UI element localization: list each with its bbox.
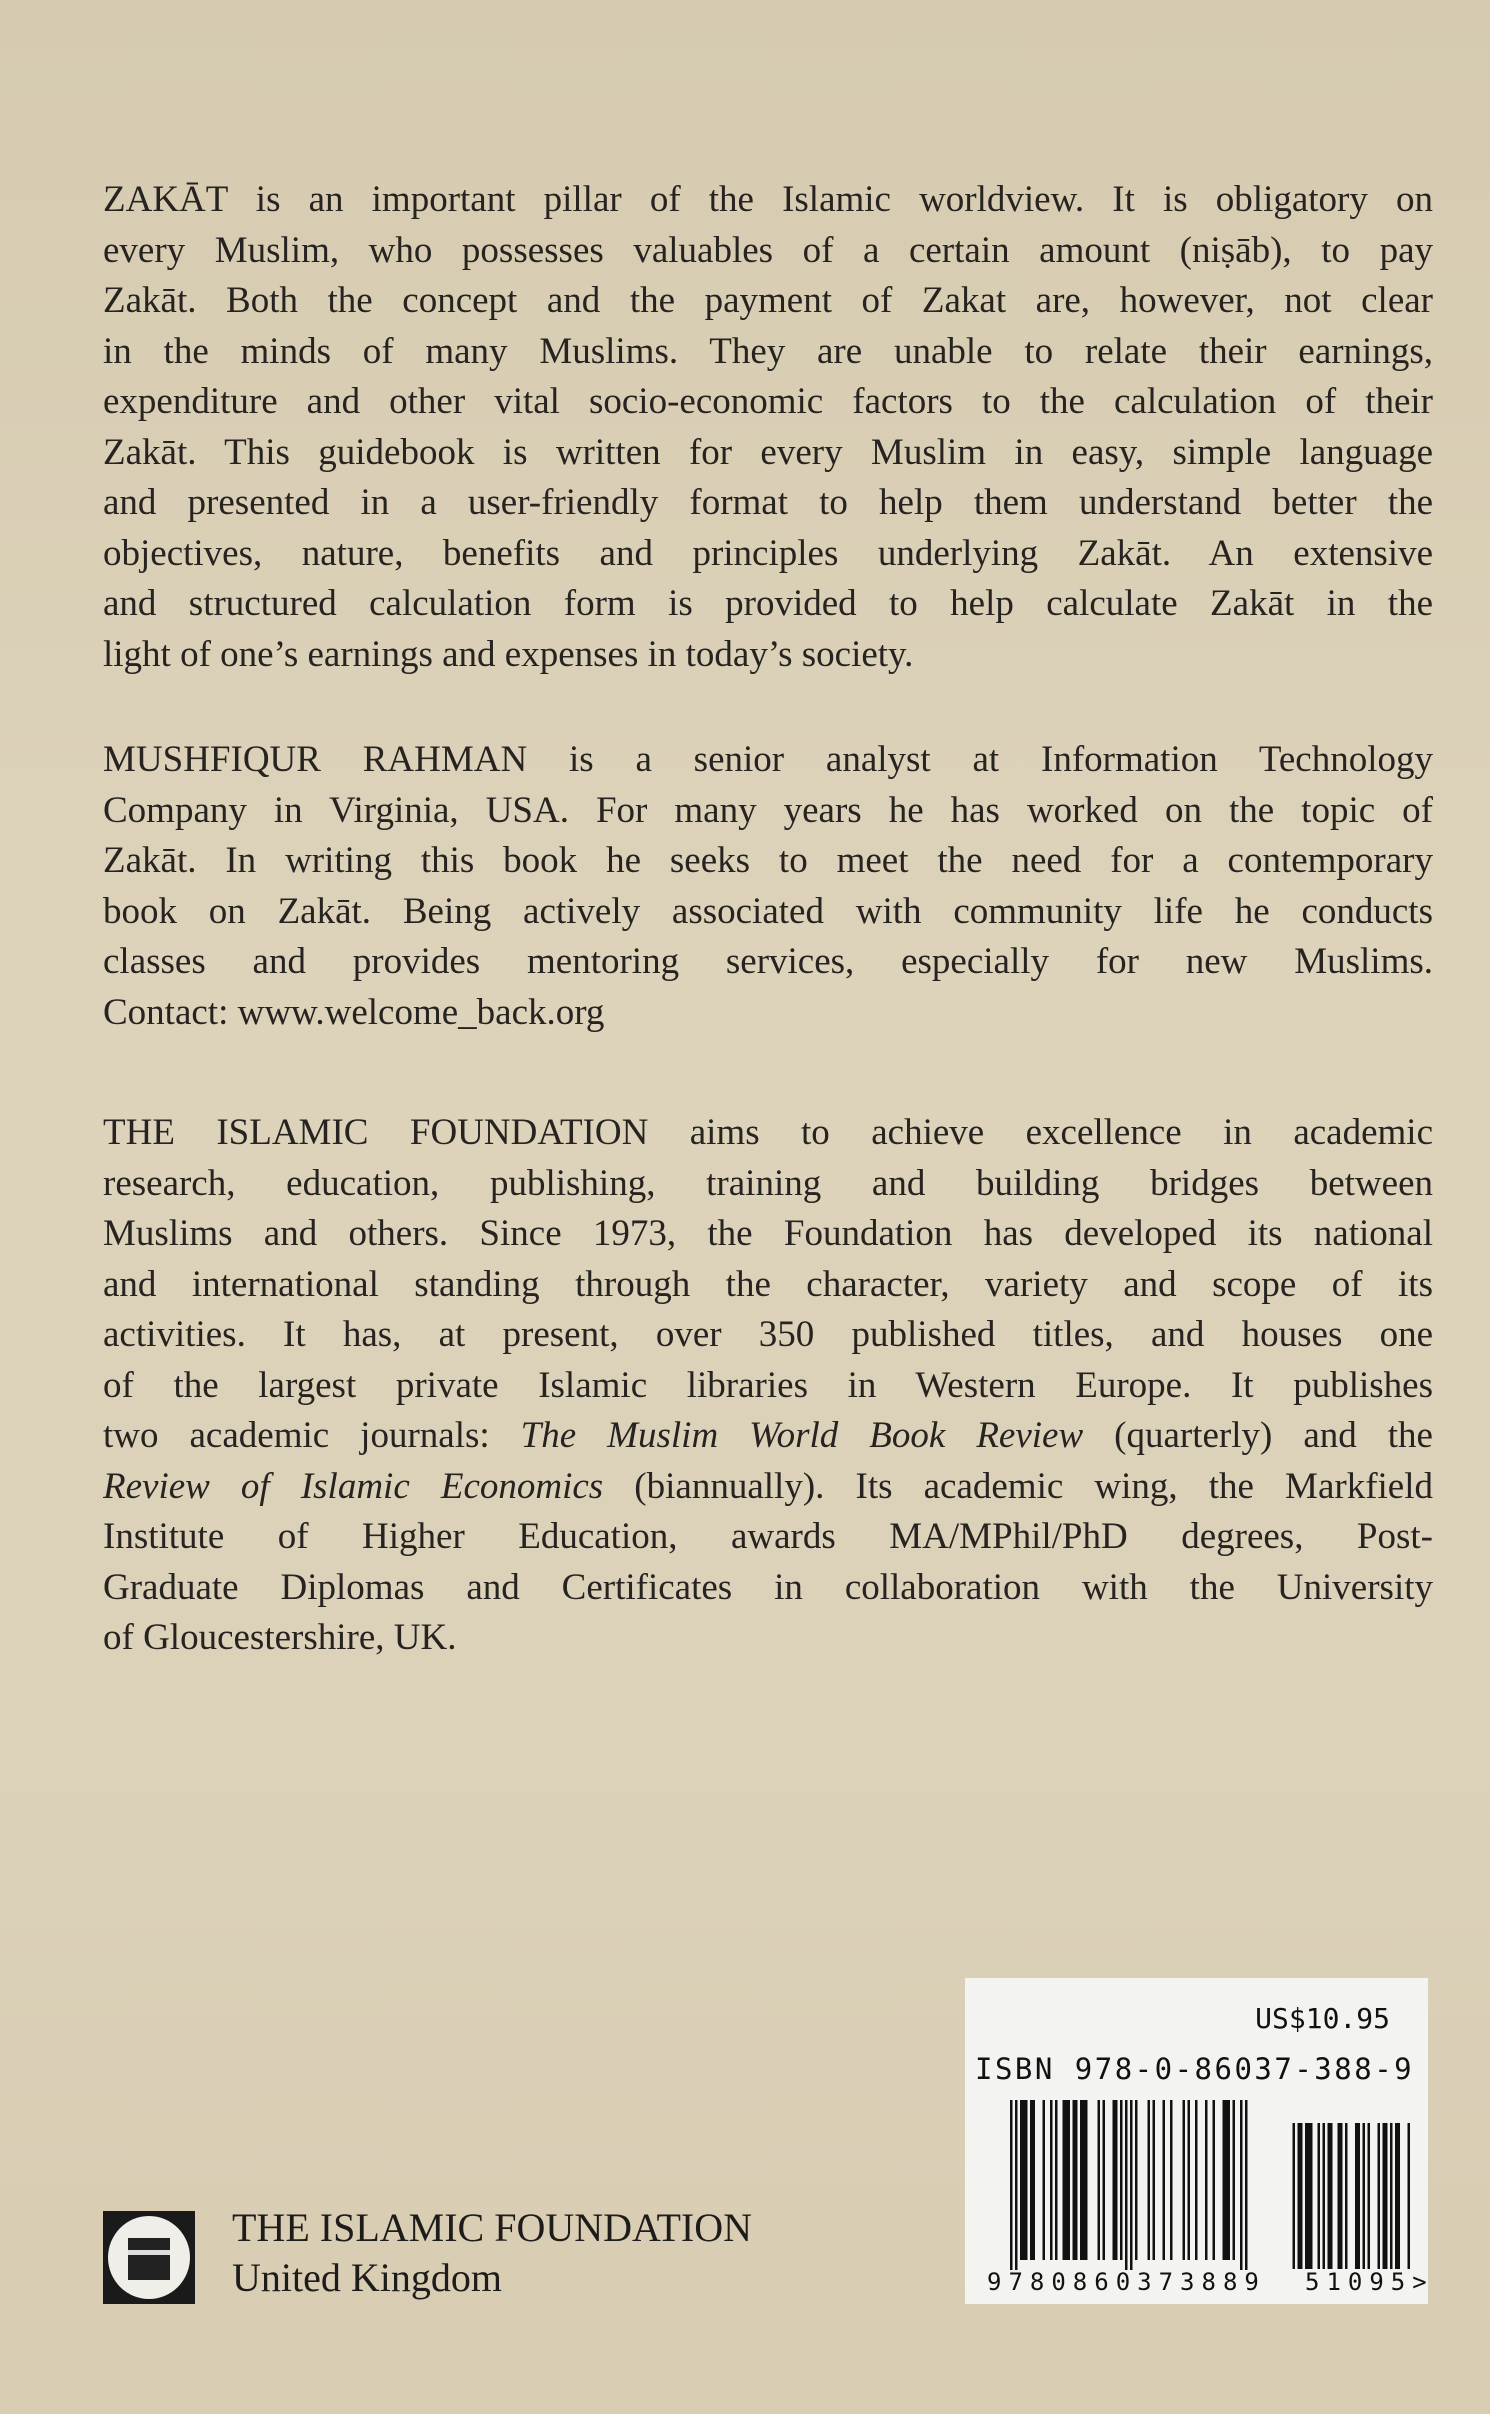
- barcode-bar: [1300, 2123, 1303, 2269]
- publisher-description-paragraph: [103, 1108, 1433, 1664]
- barcode-bar: [1363, 2123, 1366, 2269]
- barcode-bar: [1085, 2100, 1088, 2260]
- barcode-bar: [1233, 2100, 1236, 2260]
- barcode-bar: [1345, 2123, 1348, 2269]
- text-line: and international standing through the character, variety and scope of its: [103, 1263, 1433, 1305]
- barcode-bar: [1330, 2123, 1333, 2269]
- text-line: MUSHFIQUR RAHMAN is a senior analyst at Information Technology: [103, 739, 1433, 780]
- text-line: every Muslim, who possesses valuables of a certain amount (niṣāb), to pay: [103, 229, 1433, 271]
- barcode-bar: [1023, 2100, 1026, 2260]
- barcode-bar: [1083, 2100, 1086, 2260]
- barcode-bar: [1043, 2100, 1046, 2260]
- barcode-bar: [1398, 2123, 1401, 2269]
- text-line: book on Zakāt. Being actively associated with community life he conducts: [103, 890, 1433, 932]
- barcode-bar: [1383, 2123, 1386, 2269]
- text-line: of Gloucestershire, UK.: [103, 1617, 457, 1658]
- isbn: ISBN 978-0-86037-388-9: [975, 2052, 1415, 2086]
- text-line: and presented in a user-friendly format to help them understand better the: [103, 482, 1433, 523]
- barcode-bar: [1305, 2123, 1308, 2269]
- barcode-bar: [1225, 2100, 1228, 2260]
- barcode-bar: [1378, 2123, 1381, 2269]
- barcode-bar: [1063, 2100, 1066, 2260]
- barcode-bar: [1368, 2123, 1371, 2269]
- barcode-bar: [1228, 2100, 1231, 2260]
- barcode-bar: [1213, 2100, 1216, 2260]
- barcode-bar: [1195, 2100, 1198, 2260]
- text-line: of the largest private Islamic libraries in Western Europe. It publishes: [103, 1364, 1433, 1406]
- barcode-bar: [1050, 2100, 1053, 2260]
- barcode-bar: [1125, 2100, 1128, 2270]
- barcode-bar: [1358, 2123, 1361, 2269]
- text-line: Zakāt. Both the concept and the payment of Zakat are, however, not clear: [103, 280, 1433, 321]
- text-line: THE ISLAMIC FOUNDATION aims to achieve excellence in academic: [103, 1112, 1433, 1153]
- text-line: expenditure and other vital socio-economic factors to the calculation of their: [103, 381, 1433, 422]
- zakat-description-paragraph: [103, 175, 1433, 680]
- barcode-bar: [1080, 2100, 1083, 2260]
- text-line: Contact: www.welcome_back.org: [103, 991, 605, 1033]
- barcode-bar: [1340, 2123, 1343, 2269]
- barcode-bar: [1245, 2100, 1248, 2270]
- barcode-bar: [1153, 2100, 1156, 2260]
- text-line: activities. It has, at present, over 350 published titles, and houses one: [103, 1314, 1433, 1355]
- barcode-bar: [1308, 2123, 1311, 2269]
- barcode-bar: [1120, 2100, 1123, 2260]
- text-line: ZAKĀT is an important pillar of the Islamic worldview. It is obligatory on: [103, 179, 1433, 220]
- islamic-foundation-logo: [103, 2211, 195, 2304]
- text-line: and structured calculation form is provided to help calculate Zakāt in the: [103, 583, 1433, 624]
- author-bio-paragraph: [103, 735, 1433, 1038]
- barcode-bar: [1113, 2100, 1116, 2260]
- barcode-bar: [1103, 2100, 1106, 2260]
- ean-digits: 9780860373889: [987, 2268, 1266, 2296]
- barcode-bar: [1015, 2100, 1018, 2270]
- barcode-bar: [1098, 2100, 1101, 2260]
- barcode-bar: [1073, 2100, 1076, 2260]
- text-line: Institute of Higher Education, awards MA/MPhil/PhD degrees, Post-: [103, 1516, 1433, 1557]
- barcode-bar: [1408, 2123, 1411, 2269]
- text-line: objectives, nature, benefits and principles underlying Zakāt. An extensive: [103, 532, 1433, 574]
- barcode-bar: [1390, 2123, 1393, 2269]
- barcode-bar: [1183, 2100, 1186, 2260]
- text-segment: two academic journals:: [103, 1415, 521, 1456]
- barcode-bar: [1163, 2100, 1166, 2260]
- barcode-bar: [1030, 2100, 1033, 2260]
- price: US$10.95: [1255, 2002, 1390, 2035]
- barcode-bar: [1065, 2100, 1068, 2260]
- text-line: research, education, publishing, training and building bridges between: [103, 1162, 1433, 1204]
- publisher-country: United Kingdom: [232, 2255, 502, 2300]
- barcode-bar: [1328, 2123, 1331, 2269]
- barcode-bar: [1010, 2100, 1013, 2270]
- barcode-bar: [1318, 2123, 1321, 2269]
- text-line: light of one’s earnings and expenses in today’s society.: [103, 633, 914, 675]
- barcode-bar: [1033, 2100, 1036, 2260]
- barcode-bar: [1020, 2100, 1023, 2260]
- text-line: [103, 1462, 1433, 1513]
- barcode-bar: [1055, 2100, 1058, 2260]
- text-segment: (quarterly) and the: [1083, 1415, 1433, 1456]
- barcode-bar: [1395, 2123, 1398, 2269]
- barcode-bar: [1170, 2100, 1173, 2260]
- barcode-bar: [1115, 2100, 1118, 2260]
- barcode-bar: [1385, 2123, 1388, 2269]
- barcode-bar: [1075, 2100, 1078, 2260]
- barcode-bar: [1068, 2100, 1071, 2260]
- text-segment: (biannually). Its academic wing, the Markfield: [603, 1465, 1433, 1507]
- barcode-bar: [1240, 2100, 1243, 2270]
- barcode-bar: [1223, 2100, 1226, 2260]
- publisher-name: THE ISLAMIC FOUNDATION: [232, 2205, 752, 2250]
- barcode-bar: [1135, 2100, 1138, 2260]
- barcode-bar: [1130, 2100, 1133, 2270]
- barcode-bar: [1298, 2123, 1301, 2269]
- text-line: Company in Virginia, USA. For many years he has worked on the topic of: [103, 789, 1433, 831]
- text-line: [103, 1411, 1433, 1462]
- barcode-label: [965, 1978, 1434, 2304]
- publisher-imprint: [232, 2203, 752, 2303]
- barcode-bar: [1355, 2123, 1358, 2269]
- barcode-bar: [1293, 2123, 1296, 2269]
- addon-digits: 51095>: [1305, 2268, 1434, 2296]
- text-line: in the minds of many Muslims. They are unable to relate their earnings,: [103, 330, 1433, 372]
- kaaba-icon: [128, 2238, 170, 2280]
- text-line: Muslims and others. Since 1973, the Foundation has developed its national: [103, 1213, 1433, 1254]
- text-line: classes and provides mentoring services, especially for new Muslims.: [103, 941, 1433, 982]
- barcode-bar: [1338, 2123, 1341, 2269]
- barcode-bar: [1025, 2100, 1028, 2260]
- text-line: Graduate Diplomas and Certificates in collaboration with the University: [103, 1566, 1433, 1608]
- barcode-bar: [1310, 2123, 1313, 2269]
- barcode-bar: [1205, 2100, 1208, 2260]
- journal-title: Review of Islamic Economics: [103, 1465, 604, 1507]
- barcode-bar: [1148, 2100, 1151, 2260]
- barcode-bar: [1188, 2100, 1191, 2260]
- journal-title: The Muslim World Book Review: [520, 1415, 1084, 1456]
- text-line: Zakāt. This guidebook is written for every Muslim in easy, simple language: [103, 431, 1433, 473]
- text-line: Zakāt. In writing this book he seeks to meet the need for a contemporary: [103, 840, 1433, 881]
- barcode-bar: [1323, 2123, 1326, 2269]
